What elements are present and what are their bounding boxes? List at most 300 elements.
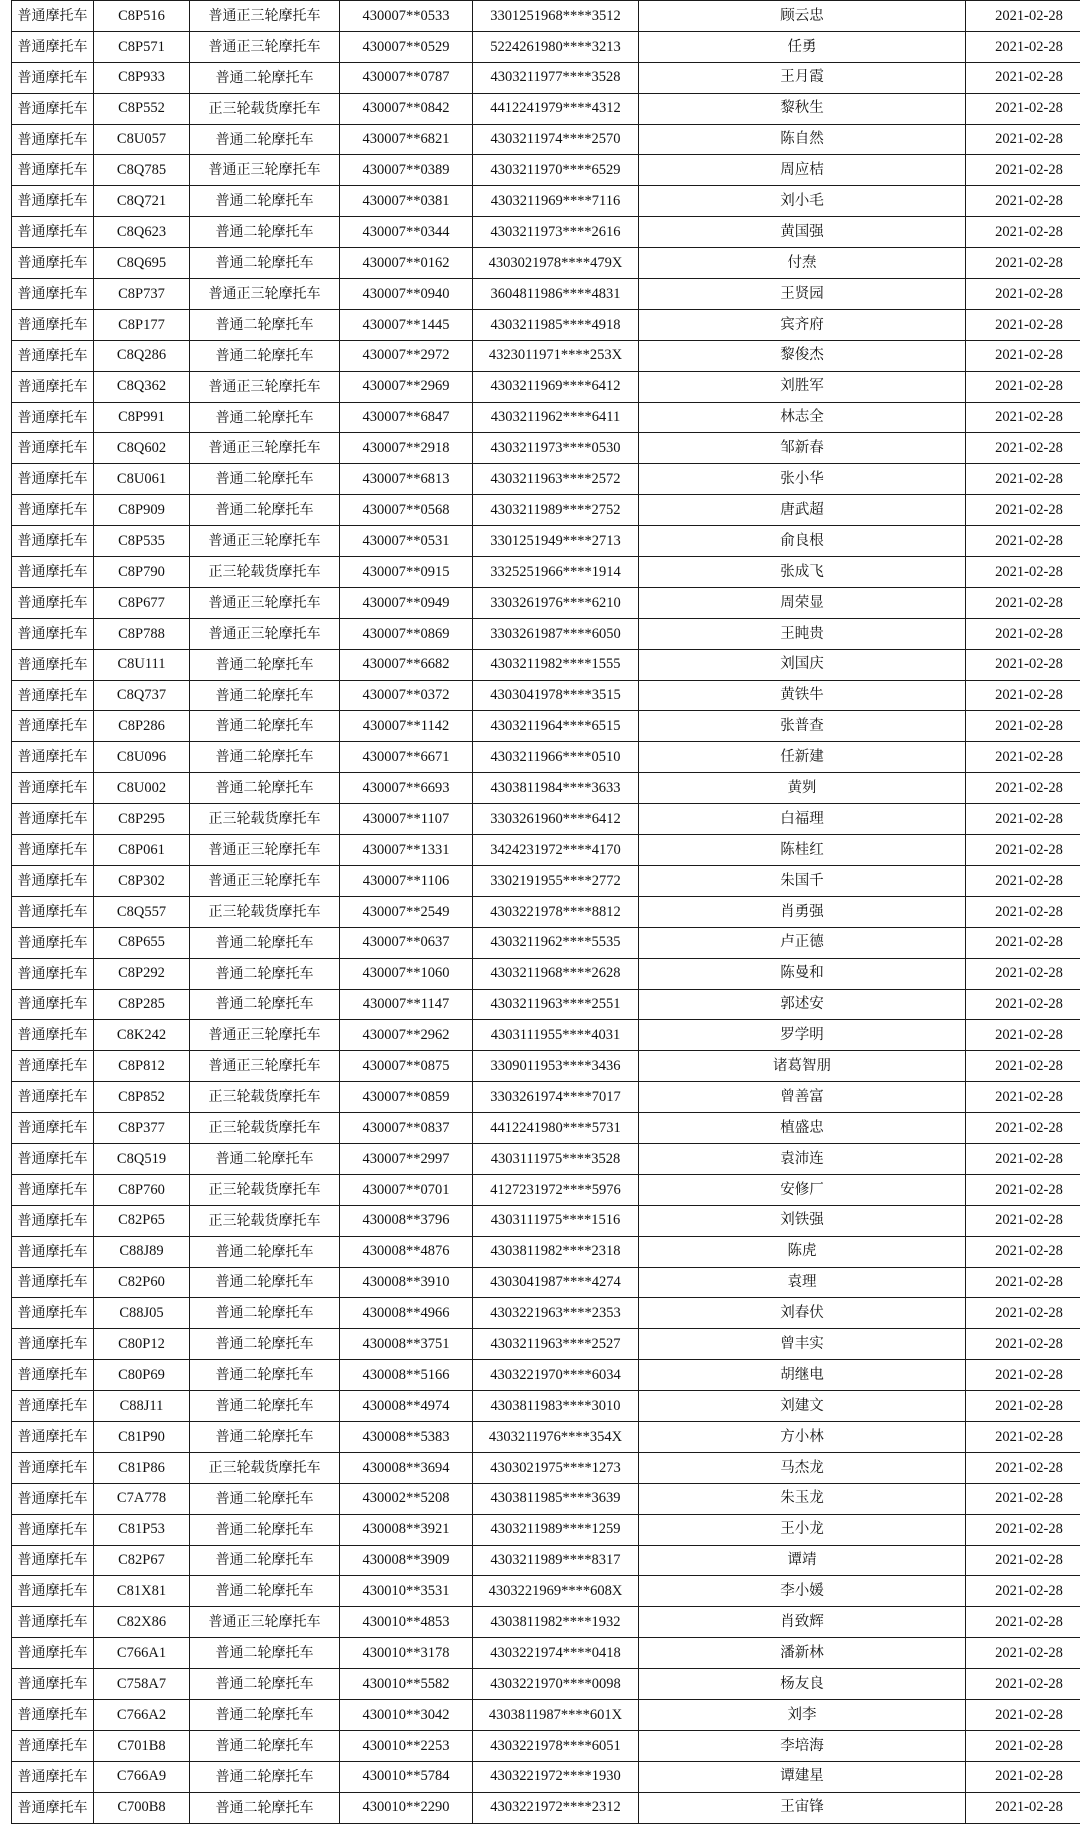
date-cell: 2021-02-28 [966, 1421, 1080, 1452]
vehicle-model-cell: 普通二轮摩托车 [190, 742, 340, 773]
vehicle-model-cell: 普通正三轮摩托车 [190, 835, 340, 866]
owner-name-cell: 潘新林 [639, 1638, 966, 1669]
plate-number-cell: C8Q695 [94, 248, 190, 279]
date-cell: 2021-02-28 [966, 680, 1080, 711]
date-cell: 2021-02-28 [966, 1699, 1080, 1730]
vehicle-model-cell: 普通二轮摩托车 [190, 62, 340, 93]
license-number-cell: 430007**6671 [340, 742, 473, 773]
owner-name-cell: 宾齐府 [639, 309, 966, 340]
plate-number-cell: C81P53 [94, 1514, 190, 1545]
owner-name-cell: 张普查 [639, 711, 966, 742]
vehicle-type-cell: 普通摩托车 [12, 958, 94, 989]
table-row [12, 248, 1080, 279]
vehicle-type-cell: 普通摩托车 [12, 1082, 94, 1113]
license-number-cell: 430010**3178 [340, 1638, 473, 1669]
table-row [12, 1051, 1080, 1082]
vehicle-model-cell: 普通正三轮摩托车 [190, 1, 340, 32]
vehicle-type-cell: 普通摩托车 [12, 1483, 94, 1514]
vehicle-type-cell: 普通摩托车 [12, 1761, 94, 1792]
license-number-cell: 430007**0940 [340, 279, 473, 310]
license-number-cell: 430010**5784 [340, 1761, 473, 1792]
table-row [12, 1360, 1080, 1391]
vehicle-type-cell: 普通摩托车 [12, 1638, 94, 1669]
license-number-cell: 430007**0875 [340, 1051, 473, 1082]
license-number-cell: 430007**1445 [340, 309, 473, 340]
owner-name-cell: 王宙锋 [639, 1792, 966, 1823]
table-row [12, 1391, 1080, 1422]
vehicle-model-cell: 普通二轮摩托车 [190, 464, 340, 495]
vehicle-type-cell: 普通摩托车 [12, 248, 94, 279]
id-number-cell: 4303041978****3515 [473, 680, 639, 711]
plate-number-cell: C88J11 [94, 1391, 190, 1422]
id-number-cell: 4303221970****6034 [473, 1360, 639, 1391]
date-cell: 2021-02-28 [966, 309, 1080, 340]
vehicle-type-cell: 普通摩托车 [12, 1174, 94, 1205]
owner-name-cell: 植盛忠 [639, 1113, 966, 1144]
table-row [12, 1638, 1080, 1669]
id-number-cell: 3301251968****3512 [473, 1, 639, 32]
vehicle-type-cell: 普通摩托车 [12, 340, 94, 371]
vehicle-model-cell: 普通正三轮摩托车 [190, 155, 340, 186]
vehicle-type-cell: 普通摩托车 [12, 309, 94, 340]
owner-name-cell: 刘国庆 [639, 649, 966, 680]
table-row [12, 309, 1080, 340]
table-row [12, 1699, 1080, 1730]
table-row [12, 464, 1080, 495]
plate-number-cell: C8U057 [94, 124, 190, 155]
license-number-cell: 430002**5208 [340, 1483, 473, 1514]
table-row [12, 1514, 1080, 1545]
owner-name-cell: 顾云忠 [639, 1, 966, 32]
date-cell: 2021-02-28 [966, 1761, 1080, 1792]
id-number-cell: 3309011953****3436 [473, 1051, 639, 1082]
date-cell: 2021-02-28 [966, 1730, 1080, 1761]
owner-name-cell: 张小华 [639, 464, 966, 495]
id-number-cell: 4303221978****6051 [473, 1730, 639, 1761]
date-cell: 2021-02-28 [966, 1298, 1080, 1329]
table-row [12, 773, 1080, 804]
id-number-cell: 4303211969****6412 [473, 371, 639, 402]
plate-number-cell: C8P286 [94, 711, 190, 742]
id-number-cell: 4303811985****3639 [473, 1483, 639, 1514]
date-cell: 2021-02-28 [966, 958, 1080, 989]
owner-name-cell: 马杰龙 [639, 1452, 966, 1483]
vehicle-model-cell: 正三轮载货摩托车 [190, 1174, 340, 1205]
id-number-cell: 3303261976****6210 [473, 587, 639, 618]
license-number-cell: 430010**5582 [340, 1669, 473, 1700]
date-cell: 2021-02-28 [966, 371, 1080, 402]
plate-number-cell: C8P909 [94, 495, 190, 526]
table-row [12, 742, 1080, 773]
owner-name-cell: 黄铁牛 [639, 680, 966, 711]
plate-number-cell: C82P60 [94, 1267, 190, 1298]
id-number-cell: 4303211977****3528 [473, 62, 639, 93]
license-number-cell: 430007**0568 [340, 495, 473, 526]
vehicle-model-cell: 普通二轮摩托车 [190, 1514, 340, 1545]
vehicle-type-cell: 普通摩托车 [12, 1514, 94, 1545]
vehicle-type-cell: 普通摩托车 [12, 1607, 94, 1638]
owner-name-cell: 陈曼和 [639, 958, 966, 989]
vehicle-type-cell: 普通摩托车 [12, 1329, 94, 1360]
owner-name-cell: 胡继电 [639, 1360, 966, 1391]
plate-number-cell: C8Q557 [94, 896, 190, 927]
license-number-cell: 430007**0949 [340, 587, 473, 618]
owner-name-cell: 刘胜军 [639, 371, 966, 402]
plate-number-cell: C8P302 [94, 865, 190, 896]
license-number-cell: 430007**0531 [340, 526, 473, 557]
id-number-cell: 4303211989****1259 [473, 1514, 639, 1545]
id-number-cell: 4303221963****2353 [473, 1298, 639, 1329]
id-number-cell: 4303211974****2570 [473, 124, 639, 155]
date-cell: 2021-02-28 [966, 62, 1080, 93]
vehicle-type-cell: 普通摩托车 [12, 62, 94, 93]
vehicle-model-cell: 普通正三轮摩托车 [190, 1607, 340, 1638]
license-number-cell: 430007**0637 [340, 927, 473, 958]
id-number-cell: 4303021975****1273 [473, 1452, 639, 1483]
date-cell: 2021-02-28 [966, 804, 1080, 835]
table-row [12, 1761, 1080, 1792]
id-number-cell: 4412241979****4312 [473, 93, 639, 124]
id-number-cell: 3303261960****6412 [473, 804, 639, 835]
license-number-cell: 430007**6813 [340, 464, 473, 495]
license-number-cell: 430007**0869 [340, 618, 473, 649]
vehicle-model-cell: 普通正三轮摩托车 [190, 371, 340, 402]
plate-number-cell: C8Q785 [94, 155, 190, 186]
plate-number-cell: C88J89 [94, 1236, 190, 1267]
vehicle-type-cell: 普通摩托车 [12, 618, 94, 649]
id-number-cell: 4303021978****479X [473, 248, 639, 279]
table-row [12, 1792, 1080, 1823]
vehicle-type-cell: 普通摩托车 [12, 464, 94, 495]
id-number-cell: 4303211989****2752 [473, 495, 639, 526]
plate-number-cell: C701B8 [94, 1730, 190, 1761]
date-cell: 2021-02-28 [966, 1236, 1080, 1267]
date-cell: 2021-02-28 [966, 989, 1080, 1020]
plate-number-cell: C8P788 [94, 618, 190, 649]
date-cell: 2021-02-28 [966, 1669, 1080, 1700]
date-cell: 2021-02-28 [966, 557, 1080, 588]
plate-number-cell: C700B8 [94, 1792, 190, 1823]
id-number-cell: 4303211962****5535 [473, 927, 639, 958]
vehicle-model-cell: 普通二轮摩托车 [190, 1699, 340, 1730]
vehicle-model-cell: 普通正三轮摩托车 [190, 865, 340, 896]
owner-name-cell: 罗学明 [639, 1020, 966, 1051]
id-number-cell: 3302191955****2772 [473, 865, 639, 896]
id-number-cell: 4303211969****7116 [473, 186, 639, 217]
owner-name-cell: 周应桔 [639, 155, 966, 186]
table-row [12, 155, 1080, 186]
owner-name-cell: 袁沛连 [639, 1143, 966, 1174]
vehicle-model-cell: 正三轮载货摩托车 [190, 896, 340, 927]
owner-name-cell: 黄国强 [639, 217, 966, 248]
date-cell: 2021-02-28 [966, 155, 1080, 186]
plate-number-cell: C8Q362 [94, 371, 190, 402]
vehicle-model-cell: 普通二轮摩托车 [190, 124, 340, 155]
vehicle-model-cell: 普通二轮摩托车 [190, 217, 340, 248]
license-number-cell: 430007**0529 [340, 31, 473, 62]
id-number-cell: 3303261974****7017 [473, 1082, 639, 1113]
id-number-cell: 4303221969****608X [473, 1576, 639, 1607]
vehicle-model-cell: 普通二轮摩托车 [190, 1483, 340, 1514]
table-row [12, 1174, 1080, 1205]
vehicle-type-cell: 普通摩托车 [12, 1792, 94, 1823]
license-number-cell: 430007**1106 [340, 865, 473, 896]
date-cell: 2021-02-28 [966, 742, 1080, 773]
table-row [12, 1545, 1080, 1576]
id-number-cell: 4303811987****601X [473, 1699, 639, 1730]
vehicle-type-cell: 普通摩托车 [12, 31, 94, 62]
vehicle-model-cell: 正三轮载货摩托车 [190, 1082, 340, 1113]
vehicle-type-cell: 普通摩托车 [12, 1669, 94, 1700]
owner-name-cell: 卢正德 [639, 927, 966, 958]
id-number-cell: 4303811982****1932 [473, 1607, 639, 1638]
vehicle-type-cell: 普通摩托车 [12, 557, 94, 588]
license-number-cell: 430007**0859 [340, 1082, 473, 1113]
date-cell: 2021-02-28 [966, 1360, 1080, 1391]
date-cell: 2021-02-28 [966, 1792, 1080, 1823]
date-cell: 2021-02-28 [966, 1483, 1080, 1514]
vehicle-type-cell: 普通摩托车 [12, 279, 94, 310]
table-row [12, 217, 1080, 248]
owner-name-cell: 李培海 [639, 1730, 966, 1761]
table-row [12, 1020, 1080, 1051]
id-number-cell: 4303211989****8317 [473, 1545, 639, 1576]
table-row [12, 958, 1080, 989]
date-cell: 2021-02-28 [966, 402, 1080, 433]
owner-name-cell: 谭建星 [639, 1761, 966, 1792]
vehicle-type-cell: 普通摩托车 [12, 1298, 94, 1329]
id-number-cell: 4303211963****2527 [473, 1329, 639, 1360]
table-row [12, 896, 1080, 927]
plate-number-cell: C8P737 [94, 279, 190, 310]
owner-name-cell: 王小龙 [639, 1514, 966, 1545]
id-number-cell: 4127231972****5976 [473, 1174, 639, 1205]
vehicle-model-cell: 普通正三轮摩托车 [190, 433, 340, 464]
owner-name-cell: 肖勇强 [639, 896, 966, 927]
vehicle-type-cell: 普通摩托车 [12, 1, 94, 32]
vehicle-model-cell: 普通二轮摩托车 [190, 1638, 340, 1669]
date-cell: 2021-02-28 [966, 340, 1080, 371]
id-number-cell: 4303111955****4031 [473, 1020, 639, 1051]
vehicle-model-cell: 正三轮载货摩托车 [190, 1113, 340, 1144]
date-cell: 2021-02-28 [966, 711, 1080, 742]
id-number-cell: 4303211964****6515 [473, 711, 639, 742]
vehicle-model-cell: 普通二轮摩托车 [190, 1576, 340, 1607]
owner-name-cell: 安修厂 [639, 1174, 966, 1205]
date-cell: 2021-02-28 [966, 1051, 1080, 1082]
license-number-cell: 430007**2918 [340, 433, 473, 464]
date-cell: 2021-02-28 [966, 1514, 1080, 1545]
id-number-cell: 4323011971****253X [473, 340, 639, 371]
plate-number-cell: C8Q602 [94, 433, 190, 464]
vehicle-type-cell: 普通摩托车 [12, 495, 94, 526]
id-number-cell: 4303211985****4918 [473, 309, 639, 340]
table-row [12, 1452, 1080, 1483]
plate-number-cell: C8P285 [94, 989, 190, 1020]
license-number-cell: 430007**2997 [340, 1143, 473, 1174]
date-cell: 2021-02-28 [966, 93, 1080, 124]
date-cell: 2021-02-28 [966, 865, 1080, 896]
date-cell: 2021-02-28 [966, 835, 1080, 866]
table-row [12, 1143, 1080, 1174]
date-cell: 2021-02-28 [966, 1391, 1080, 1422]
license-number-cell: 430008**4876 [340, 1236, 473, 1267]
license-number-cell: 430007**2972 [340, 340, 473, 371]
vehicle-model-cell: 普通正三轮摩托车 [190, 618, 340, 649]
license-number-cell: 430008**3909 [340, 1545, 473, 1576]
owner-name-cell: 王月霞 [639, 62, 966, 93]
plate-number-cell: C8P061 [94, 835, 190, 866]
table-row [12, 587, 1080, 618]
owner-name-cell: 肖致辉 [639, 1607, 966, 1638]
table-row [12, 371, 1080, 402]
vehicle-model-cell: 普通二轮摩托车 [190, 649, 340, 680]
plate-number-cell: C82X86 [94, 1607, 190, 1638]
vehicle-type-cell: 普通摩托车 [12, 1699, 94, 1730]
vehicle-model-cell: 普通正三轮摩托车 [190, 1051, 340, 1082]
id-number-cell: 4303221978****8812 [473, 896, 639, 927]
license-number-cell: 430007**0344 [340, 217, 473, 248]
plate-number-cell: C8P292 [94, 958, 190, 989]
id-number-cell: 3301251949****2713 [473, 526, 639, 557]
table-row [12, 402, 1080, 433]
license-number-cell: 430007**1147 [340, 989, 473, 1020]
license-number-cell: 430007**6693 [340, 773, 473, 804]
vehicle-model-cell: 普通二轮摩托车 [190, 1143, 340, 1174]
plate-number-cell: C82P67 [94, 1545, 190, 1576]
license-number-cell: 430007**0787 [340, 62, 473, 93]
table-row [12, 1576, 1080, 1607]
plate-number-cell: C80P12 [94, 1329, 190, 1360]
table-row [12, 1267, 1080, 1298]
date-cell: 2021-02-28 [966, 1267, 1080, 1298]
license-number-cell: 430007**6682 [340, 649, 473, 680]
owner-name-cell: 刘小毛 [639, 186, 966, 217]
id-number-cell: 3325251966****1914 [473, 557, 639, 588]
id-number-cell: 4303211962****6411 [473, 402, 639, 433]
vehicle-model-cell: 普通二轮摩托车 [190, 1236, 340, 1267]
plate-number-cell: C8P677 [94, 587, 190, 618]
vehicle-model-cell: 普通二轮摩托车 [190, 680, 340, 711]
license-number-cell: 430010**4853 [340, 1607, 473, 1638]
id-number-cell: 4303221974****0418 [473, 1638, 639, 1669]
date-cell: 2021-02-28 [966, 1205, 1080, 1236]
date-cell: 2021-02-28 [966, 1020, 1080, 1051]
vehicle-model-cell: 普通二轮摩托车 [190, 1669, 340, 1700]
license-number-cell: 430007**1331 [340, 835, 473, 866]
license-number-cell: 430010**2253 [340, 1730, 473, 1761]
vehicle-type-cell: 普通摩托车 [12, 1421, 94, 1452]
plate-number-cell: C8Q737 [94, 680, 190, 711]
vehicle-type-cell: 普通摩托车 [12, 1730, 94, 1761]
plate-number-cell: C8Q286 [94, 340, 190, 371]
vehicle-model-cell: 普通二轮摩托车 [190, 1421, 340, 1452]
table-row [12, 1669, 1080, 1700]
table-row [12, 711, 1080, 742]
vehicle-type-cell: 普通摩托车 [12, 649, 94, 680]
date-cell: 2021-02-28 [966, 1638, 1080, 1669]
license-number-cell: 430007**0372 [340, 680, 473, 711]
vehicle-model-cell: 普通二轮摩托车 [190, 927, 340, 958]
plate-number-cell: C8P177 [94, 309, 190, 340]
vehicle-model-cell: 普通二轮摩托车 [190, 1267, 340, 1298]
vehicle-type-cell: 普通摩托车 [12, 1051, 94, 1082]
vehicle-model-cell: 普通二轮摩托车 [190, 1329, 340, 1360]
license-number-cell: 430007**0389 [340, 155, 473, 186]
plate-number-cell: C8U096 [94, 742, 190, 773]
plate-number-cell: C8P571 [94, 31, 190, 62]
id-number-cell: 4303211966****0510 [473, 742, 639, 773]
plate-number-cell: C8U061 [94, 464, 190, 495]
id-number-cell: 4303211968****2628 [473, 958, 639, 989]
table-row [12, 1082, 1080, 1113]
license-number-cell: 430007**1107 [340, 804, 473, 835]
table-row [12, 1298, 1080, 1329]
table-row [12, 804, 1080, 835]
table-row [12, 927, 1080, 958]
plate-number-cell: C7A778 [94, 1483, 190, 1514]
plate-number-cell: C8P655 [94, 927, 190, 958]
license-number-cell: 430008**3921 [340, 1514, 473, 1545]
owner-name-cell: 陈桂红 [639, 835, 966, 866]
table-row [12, 865, 1080, 896]
id-number-cell: 4303211970****6529 [473, 155, 639, 186]
vehicle-type-cell: 普通摩托车 [12, 1360, 94, 1391]
table-row [12, 1205, 1080, 1236]
owner-name-cell: 王贤园 [639, 279, 966, 310]
owner-name-cell: 黄刿 [639, 773, 966, 804]
vehicle-model-cell: 普通正三轮摩托车 [190, 587, 340, 618]
date-cell: 2021-02-28 [966, 433, 1080, 464]
owner-name-cell: 谭靖 [639, 1545, 966, 1576]
table-row [12, 1607, 1080, 1638]
owner-name-cell: 杨友良 [639, 1669, 966, 1700]
vehicle-type-cell: 普通摩托车 [12, 804, 94, 835]
id-number-cell: 4303811983****3010 [473, 1391, 639, 1422]
owner-name-cell: 曾善富 [639, 1082, 966, 1113]
vehicle-model-cell: 正三轮载货摩托车 [190, 804, 340, 835]
id-number-cell: 4303221972****2312 [473, 1792, 639, 1823]
id-number-cell: 4303211982****1555 [473, 649, 639, 680]
plate-number-cell: C758A7 [94, 1669, 190, 1700]
date-cell: 2021-02-28 [966, 587, 1080, 618]
owner-name-cell: 李小媛 [639, 1576, 966, 1607]
date-cell: 2021-02-28 [966, 495, 1080, 526]
id-number-cell: 4303211963****2551 [473, 989, 639, 1020]
id-number-cell: 4303221972****1930 [473, 1761, 639, 1792]
owner-name-cell: 任勇 [639, 31, 966, 62]
id-number-cell: 4303111975****3528 [473, 1143, 639, 1174]
table-row [12, 124, 1080, 155]
vehicle-model-cell: 普通二轮摩托车 [190, 309, 340, 340]
vehicle-type-cell: 普通摩托车 [12, 1143, 94, 1174]
table-row [12, 1421, 1080, 1452]
table-row [12, 340, 1080, 371]
plate-number-cell: C8U002 [94, 773, 190, 804]
date-cell: 2021-02-28 [966, 526, 1080, 557]
table-row [12, 1236, 1080, 1267]
license-number-cell: 430008**5383 [340, 1421, 473, 1452]
plate-number-cell: C8P535 [94, 526, 190, 557]
vehicle-type-cell: 普通摩托车 [12, 989, 94, 1020]
license-number-cell: 430007**6847 [340, 402, 473, 433]
date-cell: 2021-02-28 [966, 618, 1080, 649]
vehicle-type-cell: 普通摩托车 [12, 587, 94, 618]
license-number-cell: 430010**3531 [340, 1576, 473, 1607]
vehicle-model-cell: 普通二轮摩托车 [190, 711, 340, 742]
date-cell: 2021-02-28 [966, 1174, 1080, 1205]
owner-name-cell: 周荣显 [639, 587, 966, 618]
